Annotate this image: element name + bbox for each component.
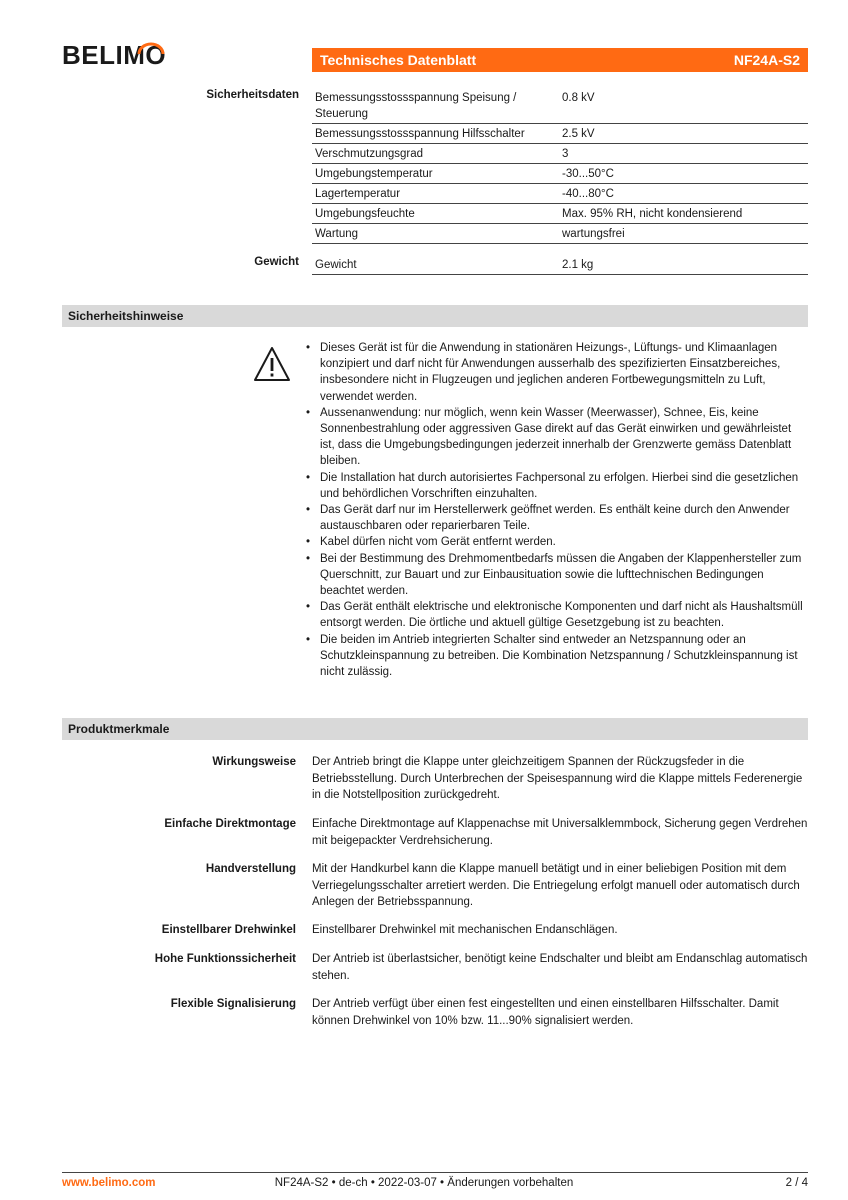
section-safety-notes: Sicherheitshinweise [62, 305, 808, 327]
safety-notes-list [306, 340, 808, 680]
feature-label: Flexible Signalisierung [170, 998, 296, 1010]
spec-key: Umgebungsfeuchte [315, 208, 415, 220]
table-row [312, 164, 808, 184]
list-item: • Die beiden im Antrieb integrierten Schalter sind entweder an Netzspannung oder an Schutzkleinspannung zu betreiben. Die Kombination Netzspannung / Schutzkleinspannung ist nicht zulässig. [306, 633, 798, 679]
spec-value: -30...50°C [562, 168, 614, 180]
weight-label: Gewicht [254, 256, 299, 268]
logo-arc-icon [136, 40, 166, 58]
safety-data-label: Sicherheitsdaten [206, 89, 299, 101]
belimo-logo: BELIMO [62, 40, 167, 70]
feature-label: Einstellbarer Drehwinkel [161, 924, 296, 936]
spec-key: Wartung [315, 228, 359, 240]
feature-label: Handverstellung [205, 863, 296, 875]
spec-value: -40...80°C [562, 188, 614, 200]
feature-text: Einfache Direktmontage auf Klappenachse mit Universalklemmbock, Sicherung gegen Verdrehen mit beigepackter Verdrehsicherung. [312, 818, 808, 847]
feature-text: Einstellbarer Drehwinkel mit mechanischen Endanschlägen. [312, 924, 618, 936]
feature-text: Mit der Handkurbel kann die Klappe manuell betätigt und in einer beliebigen Position mit dem Verriegelungsschalter arretiert werden. Die Entriegelung erfolgt manuell oder automatisch durch Anlegen der Betriebsspannung. [312, 863, 800, 908]
footer-info: NF24A-S2 • de-ch • 2022-03-07 • Änderungen vorbehalten [274, 1177, 574, 1189]
list-item: • Aussenanwendung: nur möglich, wenn kein Wasser (Meerwasser), Schnee, Eis, keine Sonnenbestrahlung oder aggressiven Gase direkt auf das Gerät einwirken und gewährleistet ist, dass die Umgebungsbedingungen jederzeit innerhalb der Grenzwerte gemäss Datenblatt bleiben. [306, 406, 792, 468]
weight-table [312, 255, 808, 275]
list-item: • Dieses Gerät ist für die Anwendung in stationären Heizungs-, Lüftungs- und Klimaanlagen konzipiert und darf nicht für Anwendungen ausserhalb des spezifizierten Einsatzbereiches, insbesondere nicht in Flugzeugen und jeglichen anderen Fortbewegungsmitteln zu Luft, verwendet werden. [306, 342, 781, 403]
feature-label: Wirkungsweise [212, 756, 296, 768]
spec-key: Gewicht [315, 259, 357, 271]
list-item: • Das Gerät enthält elektrische und elektronische Komponenten und darf nicht als Haushaltsmüll entsorgt werden. Die örtliche und aktuell gültige Gesetzgebung ist zu beachten. [306, 601, 803, 630]
section-product-features: Produktmerkmale [62, 718, 808, 740]
spec-key: Lagertemperatur [315, 188, 401, 200]
spec-key: Bemessungsstossspannung Hilfsschalter [315, 128, 525, 140]
page-number: 2 / 4 [785, 1177, 808, 1189]
footer-website-link[interactable]: www.belimo.com [62, 1177, 156, 1189]
feature-text: Der Antrieb ist überlastsicher, benötigt keine Endschalter und bleibt am Endanschlag automatisch stehen. [312, 953, 808, 982]
feature-text: Der Antrieb verfügt über einen fest eingestellten und einen einstellbaren Hilfsschalter. Damit können Drehwinkel von 10% bzw. 11...90% signalisiert werden. [312, 998, 779, 1027]
table-row [312, 184, 808, 204]
table-row [312, 124, 808, 144]
list-item: • Die Installation hat durch autorisiertes Fachpersonal zu erfolgen. Hierbei sind die gesetzlichen und behördlichen Vorschriften einzuhalten. [306, 471, 799, 500]
table-row [312, 255, 808, 275]
safety-data-table [312, 88, 808, 244]
spec-value: 0.8 kV [562, 92, 595, 104]
spec-value: wartungsfrei [562, 228, 625, 240]
warning-triangle-icon [252, 345, 292, 383]
table-row [312, 88, 808, 124]
spec-key: Bemessungsstossspannung Speisung / Steuerung [315, 92, 517, 120]
feature-label: Einfache Direktmontage [164, 818, 296, 830]
footer-divider [62, 1172, 808, 1173]
feature-label: Hohe Funktionssicherheit [154, 953, 296, 965]
feature-text: Der Antrieb bringt die Klappe unter gleichzeitigem Spannen der Rückzugsfeder in die Betriebsstellung. Durch Unterbrechen der Speisespannung wird die Klappe mittels Federenergie in die Notstellposition zurückgedreht. [312, 756, 803, 801]
table-row [312, 224, 808, 244]
spec-value: 2.5 kV [562, 128, 595, 140]
spec-value: 3 [562, 148, 569, 160]
spec-value: 2.1 kg [562, 259, 594, 271]
spec-value: Max. 95% RH, nicht kondensierend [562, 208, 743, 220]
product-code: NF24A-S2 [733, 52, 800, 68]
list-item: • Das Gerät darf nur im Herstellerwerk geöffnet werden. Es enthält keine durch den Anwender austauschbaren oder reparierbaren Teile. [306, 504, 790, 533]
list-item: • Kabel dürfen nicht vom Gerät entfernt werden. [306, 536, 556, 549]
document-title: Technisches Datenblatt [320, 52, 477, 68]
table-row [312, 144, 808, 164]
spec-key: Verschmutzungsgrad [315, 148, 424, 160]
table-row [312, 204, 808, 224]
header-bar [312, 48, 808, 72]
spec-key: Umgebungstemperatur [315, 168, 433, 180]
list-item: • Bei der Bestimmung des Drehmomentbedarfs müssen die Angaben der Klappenhersteller zum Querschnitt, zur Bauart und zur Einbausituation sowie die lufttechnischen Bedingungen beachtet werden. [306, 552, 802, 598]
